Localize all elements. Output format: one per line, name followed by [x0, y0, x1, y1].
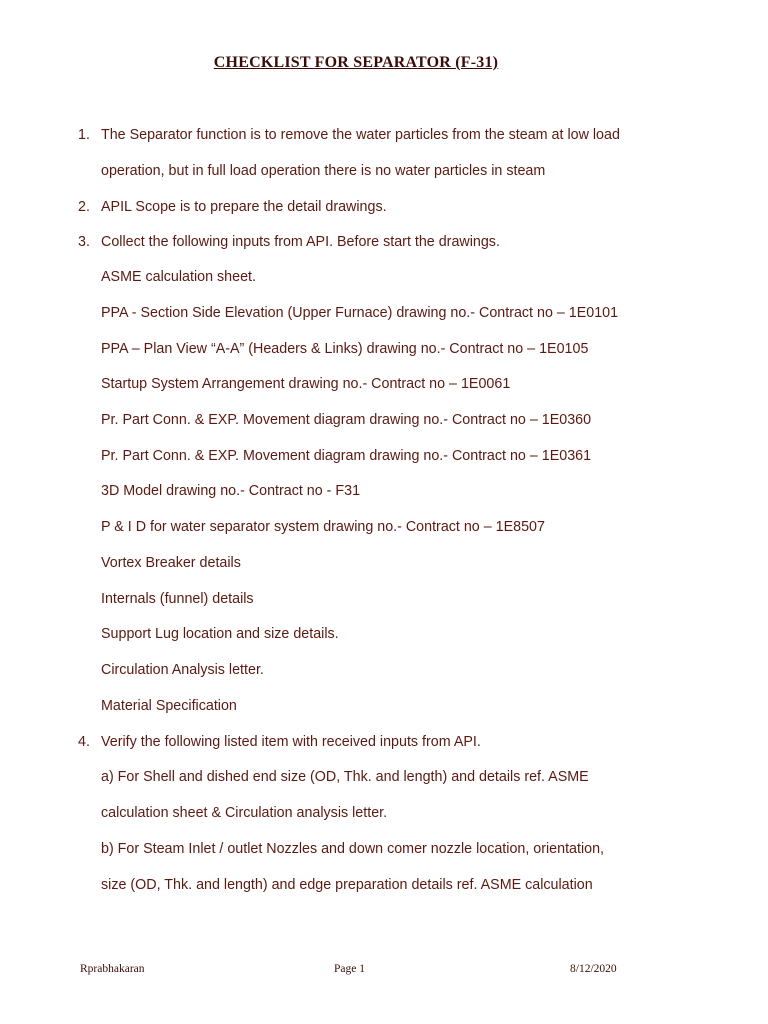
item-3-line-1: Collect the following inputs from API. Before start the drawings.: [101, 234, 500, 250]
item-4-line-4: b) For Steam Inlet / outlet Nozzles and down comer nozzle location, orientation,: [101, 841, 605, 857]
item-3-line-3: PPA - Section Side Elevation (Upper Furnace) drawing no.- Contract no – 1E0101: [101, 305, 619, 321]
item-3-line-9: P & I D for water separator system drawing no.- Contract no – 1E8507: [101, 519, 545, 535]
item-3-line-13: Circulation Analysis letter.: [101, 662, 264, 678]
document-title: CHECKLIST FOR SEPARATOR (F-31): [213, 54, 499, 71]
item-3-line-7: Pr. Part Conn. & EXP. Movement diagram drawing no.- Contract no – 1E0361: [101, 448, 592, 464]
item-1-line-2: operation, but in full load operation there is no water particles in steam: [101, 163, 546, 179]
item-3-number: 3.: [78, 234, 90, 250]
item-4-line-3: calculation sheet & Circulation analysis letter.: [101, 805, 388, 821]
item-3-line-5: Startup System Arrangement drawing no.- Contract no – 1E0061: [101, 376, 511, 392]
item-4-line-2: a) For Shell and dished end size (OD, Thk. and length) and details ref. ASME: [101, 769, 589, 785]
item-3-line-12: Support Lug location and size details.: [101, 626, 339, 642]
item-4-line-5: size (OD, Thk. and length) and edge preparation details ref. ASME calculation: [101, 877, 593, 893]
item-4-number: 4.: [78, 734, 90, 750]
item-3-line-10: Vortex Breaker details: [101, 555, 241, 571]
item-1-line-1: The Separator function is to remove the water particles from the steam at low load: [101, 127, 620, 143]
item-3-line-8: 3D Model drawing no.- Contract no - F31: [101, 483, 361, 499]
item-2-line-1: APIL Scope is to prepare the detail drawings.: [101, 199, 387, 215]
item-3-line-6: Pr. Part Conn. & EXP. Movement diagram drawing no.- Contract no – 1E0360: [101, 412, 592, 428]
footer-page-number: Page 1: [334, 963, 365, 975]
footer-author: Rprabhakaran: [80, 963, 145, 975]
item-3-line-4: PPA – Plan View “A-A” (Headers & Links) drawing no.- Contract no – 1E0105: [101, 341, 589, 357]
item-2-number: 2.: [78, 199, 90, 215]
footer-date: 8/12/2020: [570, 963, 617, 975]
item-1-number: 1.: [78, 127, 90, 143]
item-4-line-1: Verify the following listed item with received inputs from API.: [101, 734, 481, 750]
item-3-line-11: Internals (funnel) details: [101, 591, 254, 607]
item-3-line-2: ASME calculation sheet.: [101, 269, 256, 285]
item-3-line-14: Material Specification: [101, 698, 237, 714]
